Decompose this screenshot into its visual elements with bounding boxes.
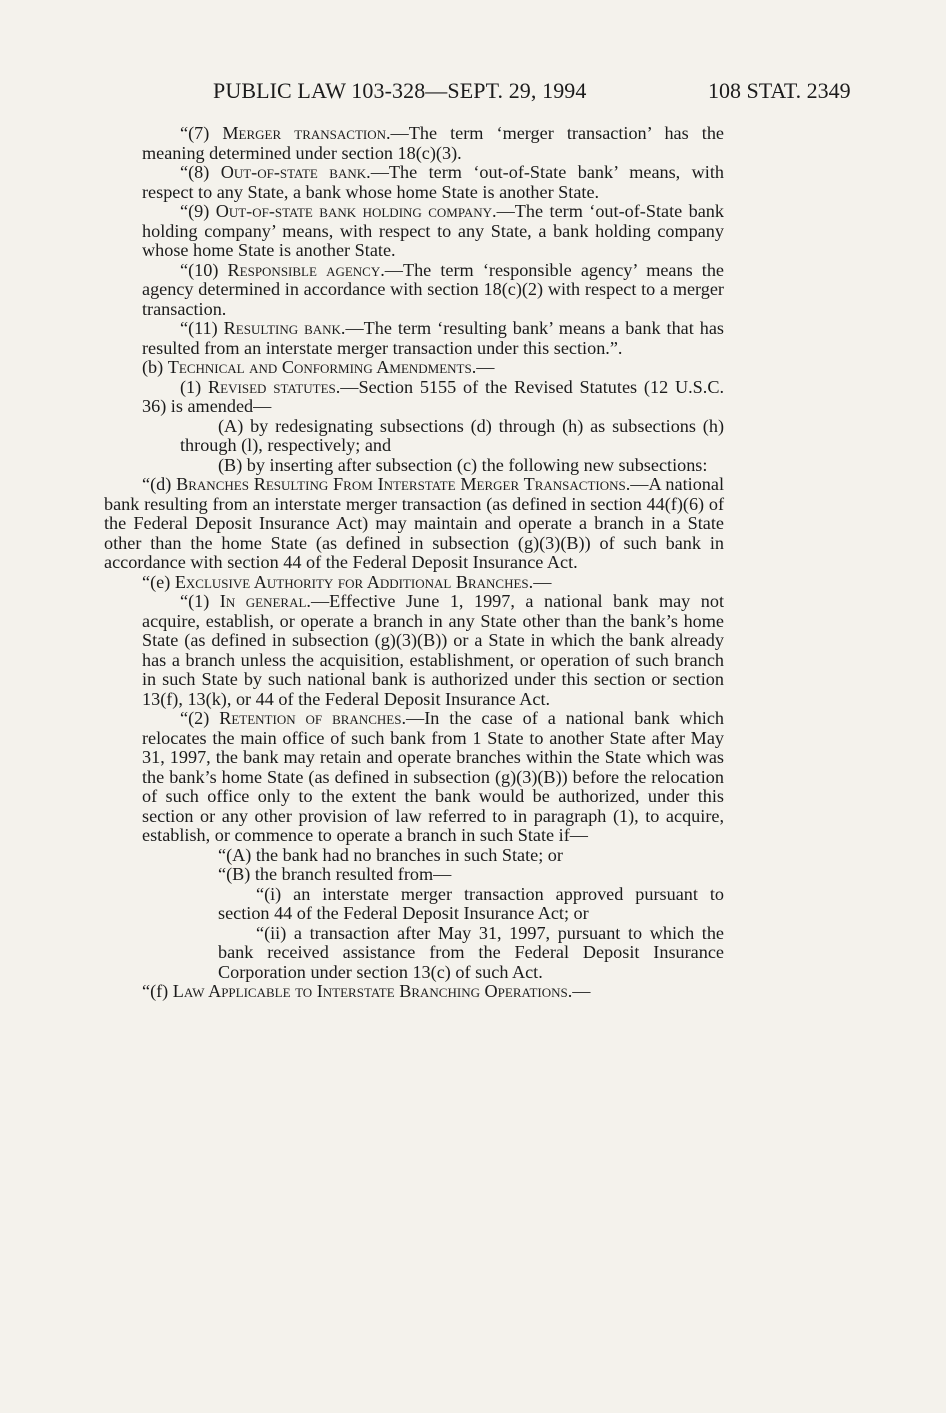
clause-b-1-b: (B) by inserting after subsection (c) the following new subsections: xyxy=(218,454,708,475)
subsection-d: “(d) Branches Resulting From Interstate Merger Transactions.—A national bank resulting from an interstate merger transaction (as defined in section 44(f)(6) of the Federal Deposit Insurance Act) may maintain and operate a branch in a State other than the home State (as defined in subsection (g)(3)(B)) of such bank in accordance with section 44 of the Federal Deposit Insurance Act. xyxy=(104,474,725,572)
document-body xyxy=(104,124,724,1002)
paragraph-9: “(9) Out-of-state bank holding company.—The term ‘out-of-State bank holding company’ means, with respect to any State, a bank holding company whose home State is another State. xyxy=(142,201,724,260)
paragraph-e-2: “(2) Retention of branches.—In the case of a national bank which relocates the main office of such bank from 1 State to another State after May 31, 1997, the bank may retain and operate branches within the State which was the bank’s home State (as defined in subsection (g)(3)(B)) before the relocation of such office only to the extent the bank would be authorized, under this section or any other provision of law referred to in paragraph (1), to acquire, establish, or commence to operate a branch in such State if— xyxy=(142,708,725,845)
page-header xyxy=(0,78,946,108)
paragraph-7: “(7) Merger transaction.—The term ‘merger transaction’ has the meaning determined under section 18(c)(3). xyxy=(142,123,725,163)
subsection-f: “(f) Law Applicable to Interstate Branching Operations.— xyxy=(142,981,591,1001)
subsection-e: “(e) Exclusive Authority for Additional Branches.— xyxy=(142,571,552,592)
paragraph-8: “(8) Out-of-state bank.—The term ‘out-of-State bank’ means, with respect to any State, a bank whose home State is another State. xyxy=(142,162,725,202)
paragraph-10: “(10) Responsible agency.—The term ‘responsible agency’ means the agency determined in accordance with section 18(c)(2) with respect to a merger transaction. xyxy=(142,259,725,319)
clause-e-2-b-ii: “(ii) a transaction after May 31, 1997, pursuant to which the bank received assistance from the Federal Deposit Insurance Corporation under section 13(c) of such Act. xyxy=(218,922,724,982)
law-citation: PUBLIC LAW 103-328—SEPT. 29, 1994 xyxy=(213,78,587,103)
clause-e-2-b: “(B) the branch resulted from— xyxy=(218,864,452,884)
clause-e-2-b-i: “(i) an interstate merger transaction approved pursuant to section 44 of the Federal Deposit Insurance Act; or xyxy=(218,883,724,923)
paragraph-11: “(11) Resulting bank.—The term ‘resulting bank’ means a bank that has resulted from an interstate merger transaction under this section.”. xyxy=(142,318,724,358)
stat-citation: 108 STAT. 2349 xyxy=(708,78,851,103)
clause-e-2-a: “(A) the bank had no branches in such State; or xyxy=(218,844,563,865)
subsection-b: (b) Technical and Conforming Amendments.— xyxy=(142,357,495,377)
paragraph-e-1: “(1) In general.—Effective June 1, 1997, a national bank may not acquire, establish, or operate a branch in any State other than the bank’s home State (as defined in subsection (g)(3)(B)) or a State in which the bank already has a branch unless the acquisition, establishment, or operation of such branch in such State by such national bank is authorized under this section or section 13(f), 13(k), or 44 of the Federal Deposit Insurance Act. xyxy=(142,591,725,709)
clause-b-1-a: (A) by redesignating subsections (d) through (h) as subsections (h) through (l), respectively; and xyxy=(180,415,724,455)
paragraph-b-1: (1) Revised statutes.—Section 5155 of the Revised Statutes (12 U.S.C. 36) is amended— xyxy=(142,376,725,416)
